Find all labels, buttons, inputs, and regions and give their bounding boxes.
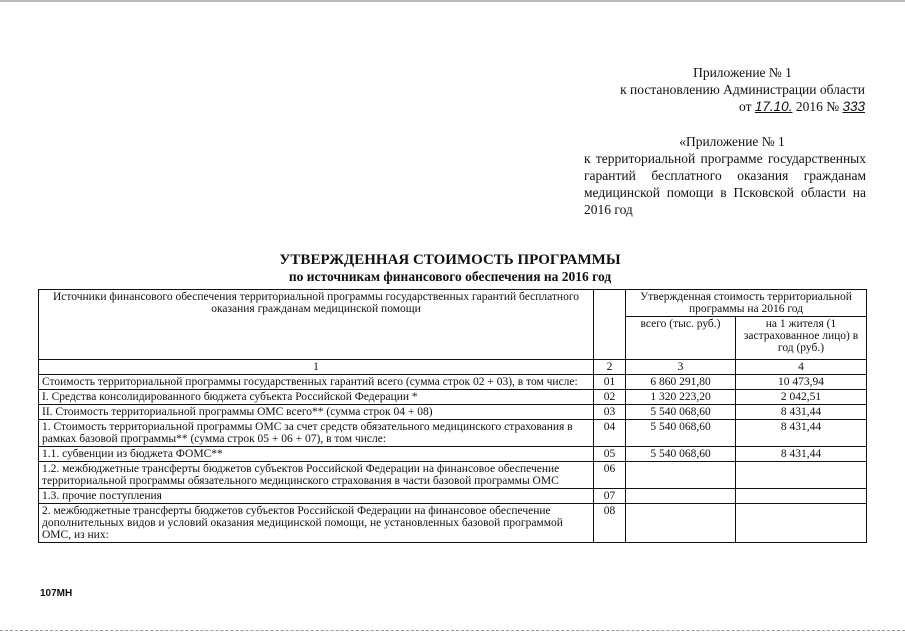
row-name: II. Стоимость территориальной программы ОМС всего** (сумма строк 04 + 08) <box>39 405 594 420</box>
row-total: 5 540 068,60 <box>626 447 736 462</box>
header-code-cell <box>594 290 626 360</box>
handwritten-number: 333 <box>842 99 865 114</box>
header-per-capita: на 1 жителя (1 застрахованное лицо) в год (руб.) <box>736 317 867 360</box>
form-code: 107МН <box>40 588 73 599</box>
colnum-1: 1 <box>39 360 594 375</box>
row-name: 1. Стоимость территориальной программы ОМС за счет средств обязательного медицинского страхования в рамках базовой программы** (сумма строк 05 + 06 + 07), в том числе: <box>39 420 594 447</box>
colnum-3: 3 <box>626 360 736 375</box>
table-colnum-row <box>39 360 867 375</box>
header-sources: Источники финансового обеспечения территориальной программы государственных гарантий бесплатного оказания гражданам медицинской помощи <box>39 290 594 360</box>
table-row <box>39 405 867 420</box>
row-total <box>626 504 736 543</box>
row-per-capita: 2 042,51 <box>736 390 867 405</box>
table-row <box>39 504 867 543</box>
row-code: 04 <box>594 420 626 447</box>
colnum-2: 2 <box>594 360 626 375</box>
row-per-capita: 10 473,94 <box>736 375 867 390</box>
row-code: 01 <box>594 375 626 390</box>
header-total: всего (тыс. руб.) <box>626 317 736 360</box>
colnum-4: 4 <box>736 360 867 375</box>
page-bottom-edge <box>0 630 905 632</box>
row-per-capita <box>736 489 867 504</box>
row-total: 5 540 068,60 <box>626 420 736 447</box>
row-code: 02 <box>594 390 626 405</box>
row-name: 1.2. межбюджетные трансферты бюджетов субъектов Российской Федерации на финансовое обеспечение территориальной программы обязательного медицинского страхования в части базовой программы ОМС <box>39 462 594 489</box>
row-name: Стоимость территориальной программы государственных гарантий всего (сумма строк 02 + 03), в том числе: <box>39 375 594 390</box>
table-row <box>39 447 867 462</box>
row-per-capita: 8 431,44 <box>736 405 867 420</box>
inner-appendix-body: к территориальной программе государственных гарантий бесплатного оказания гражданам медицинской помощи в Псковской области на 2016 год <box>584 151 866 217</box>
document-title: УТВЕРЖДЕННАЯ СТОИМОСТЬ ПРОГРАММЫ <box>279 252 621 268</box>
table-row <box>39 375 867 390</box>
row-total <box>626 462 736 489</box>
row-code: 07 <box>594 489 626 504</box>
inner-appendix-title: «Приложение № 1 <box>679 134 785 149</box>
document-subtitle: по источникам финансового обеспечения на 2016 год <box>288 269 612 284</box>
row-total <box>626 489 736 504</box>
table-row <box>39 390 867 405</box>
row-per-capita <box>736 462 867 489</box>
row-per-capita: 8 431,44 <box>736 420 867 447</box>
row-code: 05 <box>594 447 626 462</box>
year-text: 2016 № <box>795 99 840 114</box>
row-total: 6 860 291,80 <box>626 375 736 390</box>
row-name: I. Средства консолидированного бюджета субъекта Российской Федерации * <box>39 390 594 405</box>
row-per-capita <box>736 504 867 543</box>
row-total: 5 540 068,60 <box>626 405 736 420</box>
header-cost: Утвержденная стоимость территориальной программы на 2016 год <box>626 290 867 317</box>
cost-table <box>38 289 867 543</box>
handwritten-date: 17.10. <box>754 99 793 114</box>
page-top-edge <box>0 0 905 2</box>
row-per-capita: 8 431,44 <box>736 447 867 462</box>
table-row <box>39 489 867 504</box>
appendix-title: Приложение № 1 <box>693 65 792 80</box>
table-header-row <box>39 290 867 317</box>
row-name: 1.1. субвенции из бюджета ФОМС** <box>39 447 594 462</box>
table-row <box>39 420 867 447</box>
appendix-resolution: к постановлению Администрации области <box>620 82 865 97</box>
row-code: 08 <box>594 504 626 543</box>
row-code: 06 <box>594 462 626 489</box>
row-name: 2. межбюджетные трансферты бюджетов субъектов Российской Федерации на финансовое обеспечение дополнительных видов и условий оказания медицинской помощи, не установленных базовой программой ОМС, из них: <box>39 504 594 543</box>
row-name: 1.3. прочие поступления <box>39 489 594 504</box>
appendix-header <box>560 64 865 115</box>
date-prefix: от <box>739 99 752 114</box>
appendix-date-line <box>560 98 865 115</box>
inner-appendix <box>584 133 866 218</box>
row-total: 1 320 223,20 <box>626 390 736 405</box>
table-row <box>39 462 867 489</box>
row-code: 03 <box>594 405 626 420</box>
